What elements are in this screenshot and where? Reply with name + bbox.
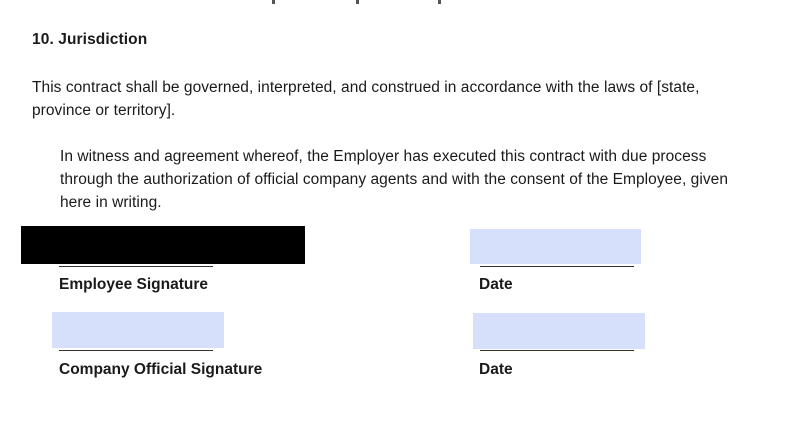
employee-signature-label: Employee Signature [59,276,209,293]
company-date-label: Date [479,361,513,378]
jurisdiction-paragraph: This contract shall be governed, interpreted, and construed in accordance with the laws of [state, province or territory]. [32,79,700,119]
company-signature-label: Company Official Signature [59,361,263,378]
employee-signature-line [59,266,213,267]
employee-signature-redacted [21,226,305,264]
employee-date-field[interactable] [470,229,641,264]
company-date-field[interactable] [473,313,645,349]
employee-date-label: Date [479,276,513,293]
company-signature-line [59,350,213,351]
company-date-line [480,350,634,351]
cropped-text-fragment [228,0,488,4]
witness-paragraph: In witness and agreement whereof, the Employer has executed this contract with due process through the authorization of official company agents and with the consent of the Employee, given here in writing. [60,148,728,211]
company-signature-field[interactable] [52,312,224,348]
section-heading: 10. Jurisdiction [32,31,148,48]
employee-date-line [480,266,634,267]
